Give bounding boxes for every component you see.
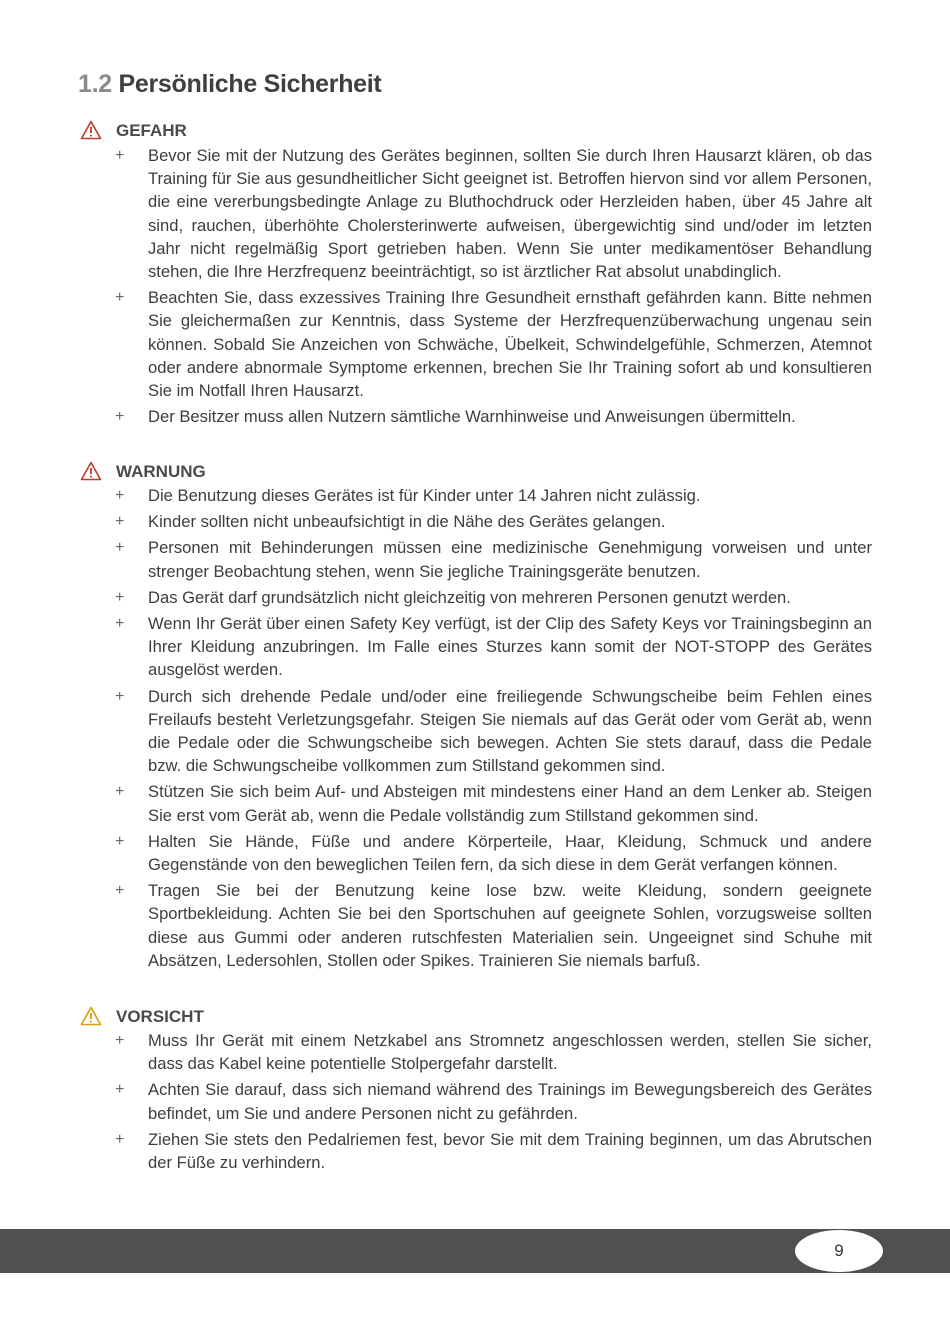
warning-triangle-icon <box>80 461 102 481</box>
plus-bullet-icon: + <box>115 289 125 307</box>
gefahr-list <box>0 144 872 428</box>
plus-bullet-icon: + <box>115 615 125 633</box>
warnung-label: WARNUNG <box>116 462 206 481</box>
list-item: + Beachten Sie, dass exzessives Training Ihre Gesundheit ernsthaft gefährden kann. Bitte nehmen Sie gleichermaßen zur Kenntnis, dass Systeme der Herzfrequenzüberwachung ungenau sein können. Sobald Sie Anzeichen von Schwäche, Übelkeit, Schwindelgefühle, Schmerzen, Atemnot oder andere abnormale Symptome erkennen, brechen Sie Ihr Training sofort ab und konsultieren Sie im Notfall Ihren Hausarzt. <box>115 288 872 401</box>
warning-triangle-icon <box>80 120 102 140</box>
warning-triangle-icon <box>80 1006 102 1026</box>
plus-bullet-icon: + <box>115 539 125 557</box>
plus-bullet-icon: + <box>115 832 125 850</box>
list-item: + Kinder sollten nicht unbeaufsichtigt in die Nähe des Gerätes gelangen. <box>148 510 872 533</box>
list-item: + Stützen Sie sich beim Auf- und Absteigen mit mindestens einer Hand an dem Lenker ab. Steigen Sie erst vom Gerät ab, wenn die Pedale vollständig zum Stillstand gekommen sind. <box>115 782 872 825</box>
plus-bullet-icon: + <box>115 487 125 504</box>
plus-bullet-icon: + <box>115 1130 125 1148</box>
vorsicht-label: VORSICHT <box>116 1007 204 1026</box>
plus-bullet-icon: + <box>115 588 125 606</box>
plus-bullet-icon: + <box>115 1081 125 1099</box>
list-item: + Ziehen Sie stets den Pedalriemen fest, bevor Sie mit dem Training beginnen, um das Abrutschen der Füße zu verhindern. <box>115 1129 872 1173</box>
page-number: 9 <box>795 1230 883 1272</box>
plus-bullet-icon: + <box>115 147 125 164</box>
section-title <box>78 70 381 99</box>
plus-bullet-icon: + <box>115 783 125 801</box>
plus-bullet-icon: + <box>115 513 125 531</box>
list-item: + Der Besitzer muss allen Nutzern sämtliche Warnhinweise und Anweisungen übermitteln. <box>148 405 872 428</box>
plus-bullet-icon: + <box>115 1032 125 1049</box>
list-item: + Halten Sie Hände, Füße und andere Körperteile, Haar, Kleidung, Schmuck und andere Gegenstände von den beweglichen Teilen fern, da sich diese in dem Gerät verfangen können. <box>115 831 872 875</box>
list-item: + Achten Sie darauf, dass sich niemand während des Trainings im Bewegungsbereich des Gerätes befindet, um Sie und andere Personen nicht zu gefährden. <box>115 1080 872 1123</box>
list-item: + Die Benutzung dieses Gerätes ist für Kinder unter 14 Jahren nicht zulässig. <box>148 484 872 507</box>
list-item: + Durch sich drehende Pedale und/oder eine freiliegende Schwungscheibe beim Fehlen eines Freilaufs besteht Verletzungsgefahr. Steigen Sie niemals auf das Gerät oder vom Gerät ab, wenn die Pedale oder die Schwungscheibe sich bewegen. Achten Sie stets darauf, dass die Pedale bzw. die Schwungscheibe vollkommen zum Stillstand gekommen sind. <box>115 686 872 776</box>
list-item: + Personen mit Behinderungen müssen eine medizinische Genehmigung vorweisen und unter strenger Beobachtung stehen, wenn Sie jegliche Trainingsgeräte benutzen. <box>115 538 872 581</box>
gefahr-label: GEFAHR <box>116 121 187 140</box>
plus-bullet-icon: + <box>115 408 125 426</box>
plus-bullet-icon: + <box>115 687 125 705</box>
list-item: + Bevor Sie mit der Nutzung des Gerätes beginnen, sollten Sie durch Ihren Hausarzt klären, ob das Training für Sie aus gesundheitlicher Sicht geeignet ist. Betroffen hiervon sind vor allem Personen, die eine vererbungsbedingte Anlage zu Bluthochdruck oder Herzleiden haben, über 45 Jahre alt sind, rauchen, überhöhte Cholersterinwerte aufweisen, übergewichtig sind und/oder im letzten Jahr nicht regelmäßig Sport getrieben haben. Wenn Sie unter medikamentöser Behandlung stehen, die Ihre Herzfrequenz beeinträchtigt, so ist ärztlicher Rat absolut unabdinglich. <box>115 146 872 282</box>
list-item: + Tragen Sie bei der Benutzung keine lose bzw. weite Kleidung, sondern geeignete Sportbekleidung. Achten Sie bei den Sportschuhen auf geeignete Sohlen, vorzugsweise sollten diese aus Gummi oder anderen rutschfesten Materialien sein. Ungeeignet sind Schuhe mit Absätzen, Ledersohlen, Stollen oder Spikes. Trainieren Sie niemals barfuß. <box>115 881 872 970</box>
vorsicht-list <box>0 1029 872 1174</box>
warnung-list <box>0 484 872 972</box>
section-number: 1.2 <box>78 70 112 98</box>
list-item: + Muss Ihr Gerät mit einem Netzkabel ans Stromnetz angeschlossen werden, stellen Sie sicher, dass das Kabel keine potentielle Stolpergefahr darstellt. <box>115 1031 872 1074</box>
list-item: + Das Gerät darf grundsätzlich nicht gleichzeitig von mehreren Personen genutzt werden. <box>148 586 872 609</box>
plus-bullet-icon: + <box>115 882 125 900</box>
list-item: + Wenn Ihr Gerät über einen Safety Key verfügt, ist der Clip des Safety Keys vor Trainingsbeginn an Ihrer Kleidung anzubringen. Im Falle eines Sturzes kann somit der NOT-STOPP des Gerätes ausgelöst werden. <box>115 614 872 680</box>
section-title-text: Persönliche Sicherheit <box>118 70 382 98</box>
